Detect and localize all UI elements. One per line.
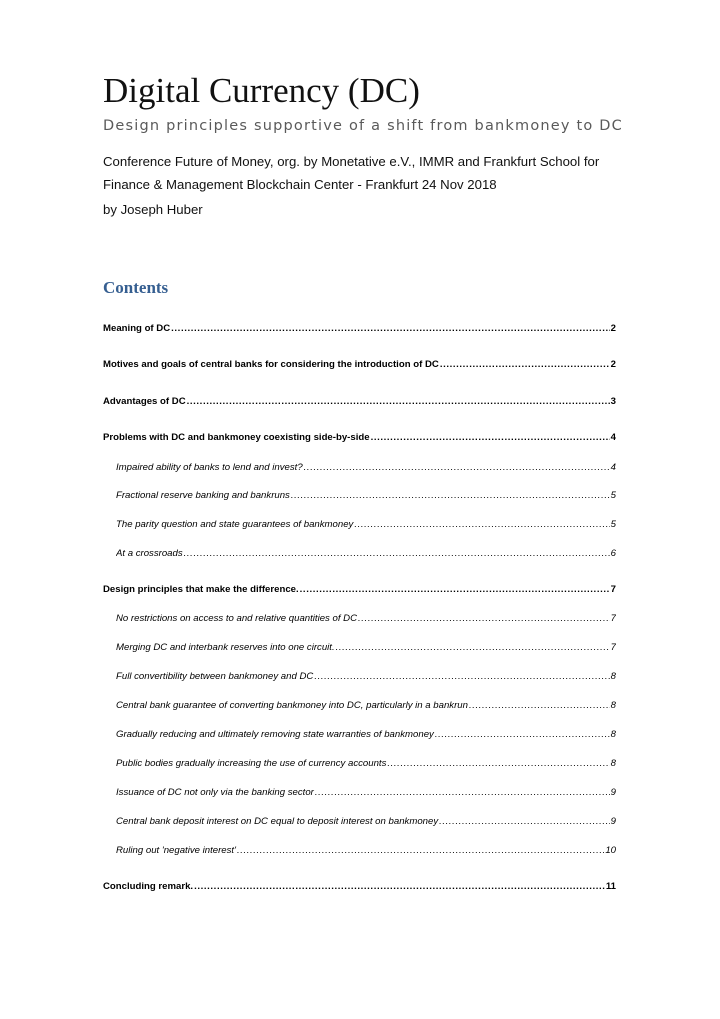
toc-entry-page: 2 — [610, 323, 616, 334]
toc-dot-leader — [300, 583, 610, 597]
toc-entry[interactable] — [103, 880, 616, 894]
toc-dot-leader — [304, 461, 610, 475]
toc-entry-page: 10 — [605, 845, 616, 856]
toc-entry[interactable] — [116, 547, 616, 561]
document-subtitle: Design principles supportive of a shift from bankmoney to DC — [103, 118, 623, 134]
toc-entry[interactable] — [116, 844, 616, 858]
toc-entry[interactable] — [116, 518, 616, 532]
toc-entry-page: 7 — [610, 584, 616, 595]
toc-dot-leader — [440, 358, 610, 372]
toc-entry[interactable] — [103, 358, 616, 372]
toc-entry[interactable] — [116, 612, 616, 626]
toc-dot-leader — [439, 815, 610, 829]
toc-dot-leader — [358, 612, 610, 626]
toc-entry[interactable] — [103, 322, 616, 336]
toc-entry[interactable] — [103, 583, 616, 597]
toc-dot-leader — [354, 518, 609, 532]
toc-entry-page: 9 — [610, 816, 616, 827]
toc-entry-page: 7 — [610, 642, 616, 653]
toc-entry[interactable] — [116, 670, 616, 684]
toc-entry-page: 7 — [610, 613, 616, 624]
toc-dot-leader — [187, 395, 610, 409]
toc-entry-page: 3 — [610, 396, 616, 407]
toc-entry[interactable] — [116, 489, 616, 503]
toc-dot-leader — [194, 880, 605, 894]
conference-line: Conference Future of Money, org. by Monetative e.V., IMMR and Frankfurt School for Finance & Management Blockchain Center - Frankfurt 24 Nov 2018 — [103, 154, 600, 192]
toc-entry-title: Fractional reserve banking and bankruns — [116, 490, 290, 501]
toc-entry-page: 5 — [610, 490, 616, 501]
toc-entry-title: At a crossroads — [116, 548, 183, 559]
toc-dot-leader — [237, 844, 604, 858]
toc-entry-title: Advantages of DC — [103, 396, 186, 407]
toc-dot-leader — [336, 641, 610, 655]
toc-entry-page: 9 — [610, 787, 616, 798]
toc-entry-title: Public bodies gradually increasing the use of currency accounts — [116, 758, 387, 769]
toc-entry[interactable] — [116, 757, 616, 771]
toc-entry-title: Motives and goals of central banks for considering the introduction of DC — [103, 359, 439, 370]
contents-heading: Contents — [103, 278, 169, 297]
toc-dot-leader — [171, 322, 610, 336]
toc-entry-page: 8 — [610, 671, 616, 682]
toc-entry-page: 8 — [610, 758, 616, 769]
author-line: by Joseph Huber — [103, 202, 203, 217]
toc-entry-title: Problems with DC and bankmoney coexisting side-by-side — [103, 432, 370, 443]
toc-entry-page: 6 — [610, 548, 616, 559]
toc-entry[interactable] — [116, 461, 616, 475]
toc-entry[interactable] — [103, 431, 616, 445]
toc-entry-title: Full convertibility between bankmoney and DC — [116, 671, 314, 682]
toc-dot-leader — [469, 699, 610, 713]
toc-dot-leader — [371, 431, 610, 445]
toc-dot-leader — [314, 670, 609, 684]
toc-entry-title: Impaired ability of banks to lend and invest? — [116, 462, 303, 473]
toc-entry-page: 8 — [610, 729, 616, 740]
toc-entry[interactable] — [116, 815, 616, 829]
toc-entry-title: Concluding remark. — [103, 881, 194, 892]
toc-entry-title: Gradually reducing and ultimately removing state warranties of bankmoney — [116, 729, 434, 740]
toc-entry-title: Issuance of DC not only via the banking sector — [116, 787, 314, 798]
toc-dot-leader — [435, 728, 610, 742]
toc-entry[interactable] — [116, 699, 616, 713]
toc-entry[interactable] — [116, 728, 616, 742]
toc-dot-leader — [387, 757, 609, 771]
toc-entry-title: No restrictions on access to and relative quantities of DC — [116, 613, 358, 624]
toc-entry-title: Merging DC and interbank reserves into one circuit. — [116, 642, 335, 653]
toc-entry-title: Central bank guarantee of converting bankmoney into DC, particularly in a bankrun — [116, 700, 468, 711]
toc-entry-title: The parity question and state guarantees of bankmoney — [116, 519, 354, 530]
toc-entry-page: 11 — [605, 881, 616, 892]
document-title: Digital Currency (DC) — [103, 71, 420, 110]
toc-entry-page: 4 — [610, 432, 616, 443]
toc-entry[interactable] — [116, 786, 616, 800]
toc-entry-title: Meaning of DC — [103, 323, 171, 334]
toc-entry[interactable] — [103, 395, 616, 409]
toc-dot-leader — [291, 489, 610, 503]
toc-entry-page: 2 — [610, 359, 616, 370]
toc-entry-title: Ruling out 'negative interest' — [116, 845, 236, 856]
toc-entry-page: 4 — [610, 462, 616, 473]
toc-entry-page: 8 — [610, 700, 616, 711]
toc-dot-leader — [184, 547, 610, 561]
toc-entry[interactable] — [116, 641, 616, 655]
toc-entry-title: Design principles that make the difference. — [103, 584, 299, 595]
toc-entry-title: Central bank deposit interest on DC equal to deposit interest on bankmoney — [116, 816, 439, 827]
toc-entry-page: 5 — [610, 519, 616, 530]
toc-dot-leader — [315, 786, 610, 800]
